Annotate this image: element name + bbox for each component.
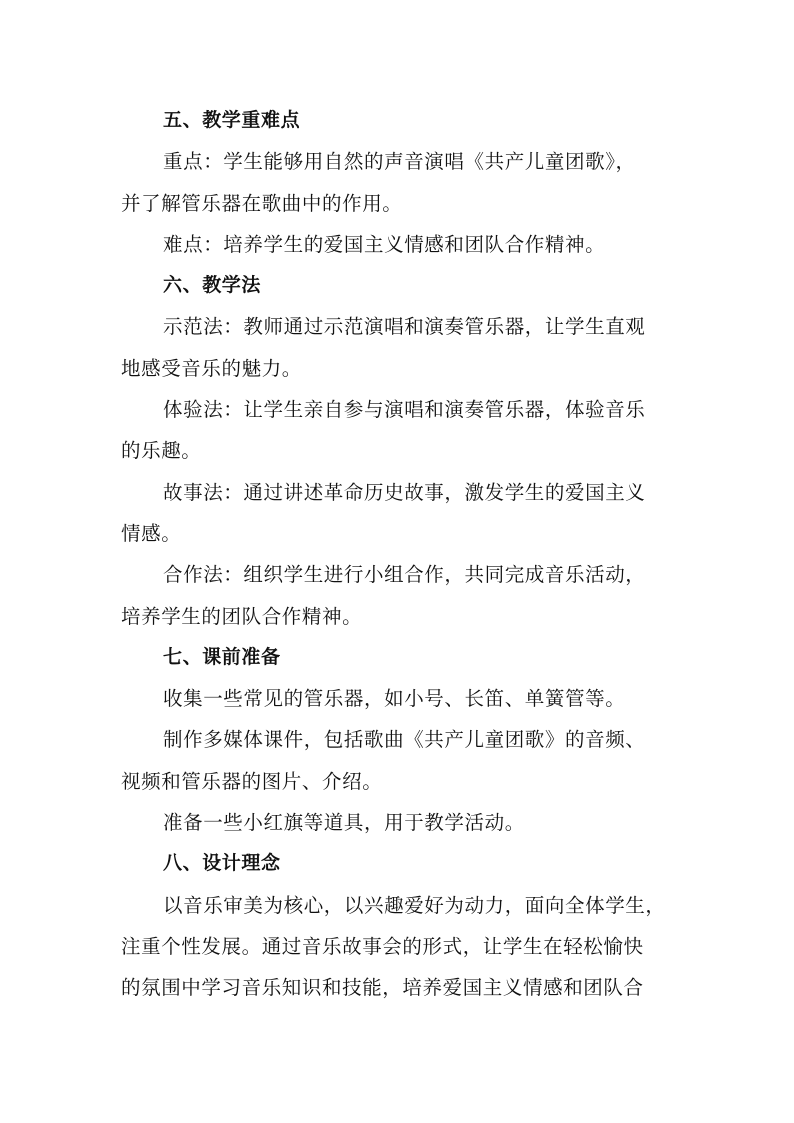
paragraph-line: 的氛围中学习音乐知识和技能，培养爱国主义情感和团队合 [121,976,644,1000]
section-heading-8: 八、设计理念 [163,852,281,875]
paragraph-line: 体验法：让学生亲自参与演唱和演奏管乐器，体验音乐 [163,398,646,422]
document-body [121,100,681,1009]
section-heading-6: 六、教学法 [163,274,262,297]
paragraph-line: 准备一些小红旗等道具，用于教学活动。 [163,811,525,835]
paragraph-line: 并了解管乐器在歌曲中的作用。 [121,191,403,215]
section-heading-5: 五、教学重难点 [163,109,301,131]
paragraph-line: 注重个性发展。通过音乐故事会的形式，让学生在轻松愉快 [121,934,644,958]
paragraph-line: 地感受音乐的魅力。 [121,356,302,380]
paragraph-line: 故事法：通过讲述革命历史故事，激发学生的爱国主义 [163,480,646,504]
paragraph-line: 示范法：教师通过示范演唱和演奏管乐器，让学生直观 [163,315,646,339]
paragraph-line: 的乐趣。 [121,439,202,463]
paragraph-line: 情感。 [121,521,182,545]
paragraph-line: 视频和管乐器的图片、介绍。 [121,769,383,793]
paragraph-line: 制作多媒体课件，包括歌曲《共产儿童团歌》的音频、 [163,728,646,752]
paragraph-line: 以音乐审美为核心，以兴趣爱好为动力，面向全体学生， [163,893,666,917]
paragraph-line: 难点：培养学生的爱国主义情感和团队合作精神。 [163,232,606,256]
paragraph-line: 重点：学生能够用自然的声音演唱《共产儿童团歌》， [163,150,636,174]
paragraph-line: 培养学生的团队合作精神。 [121,604,363,628]
paragraph-line: 收集一些常见的管乐器，如小号、长笛、单簧管等。 [163,687,626,711]
paragraph-line: 合作法：组织学生进行小组合作，共同完成音乐活动， [163,563,646,587]
section-heading-7: 七、课前准备 [163,645,281,668]
